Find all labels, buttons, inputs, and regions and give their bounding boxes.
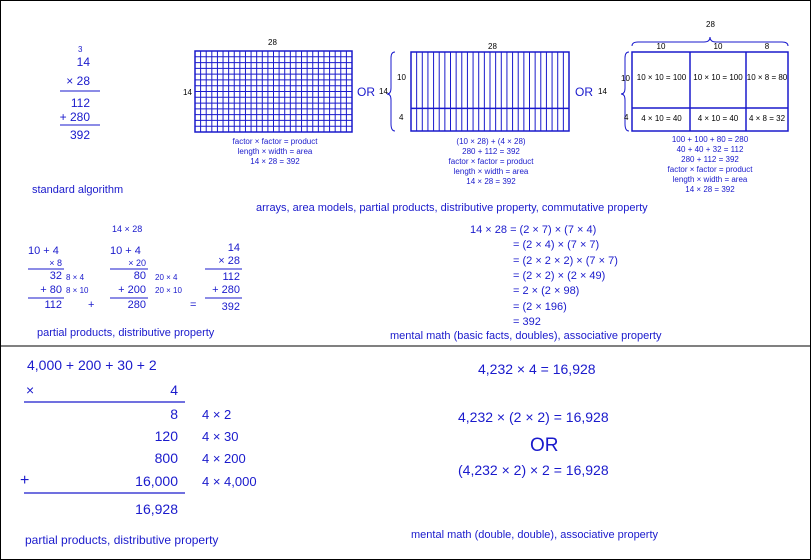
grid1-side-label: 14 xyxy=(183,88,192,97)
big-mental-line-2: 4,232 × (2 × 2) = 16,928 xyxy=(458,409,609,425)
area-cell: 4 × 10 = 40 xyxy=(641,114,682,123)
area-cell: 10 × 10 = 100 xyxy=(693,73,743,82)
area-cell: 10 × 8 = 80 xyxy=(746,73,788,82)
big-pp-note: 4 × 4,000 xyxy=(202,474,257,489)
grid1-top-label: 28 xyxy=(268,38,277,47)
grid2-note: (10 × 28) + (4 × 28) xyxy=(456,137,526,146)
mental-line: = 2 × (2 × 98) xyxy=(513,285,580,297)
mental-line: = (2 × 196) xyxy=(513,301,567,313)
arrays-caption: arrays, area models, partial products, distributive property, commutative property xyxy=(256,202,648,214)
mental-line: = (2 × 4) × (7 × 7) xyxy=(513,239,600,251)
pp-equals: = xyxy=(190,299,197,311)
pp-header: 14 × 28 xyxy=(112,224,143,234)
area-cell: 4 × 8 = 32 xyxy=(748,114,786,123)
pp-c-p1: 112 xyxy=(222,271,240,283)
pp-b-p1-note: 20 × 4 xyxy=(155,273,178,282)
pp-c-total: 392 xyxy=(221,301,240,313)
big-pp-note: 4 × 30 xyxy=(202,429,239,444)
area-col-label: 10 xyxy=(656,42,666,51)
grid2-side-label: 14 xyxy=(379,87,388,96)
grid2-note: factor × factor = product xyxy=(448,157,534,166)
big-pp-mult: 4 xyxy=(170,382,178,398)
pp-c-mult: × 28 xyxy=(218,255,240,267)
big-pp-row: 800 xyxy=(154,450,178,466)
area-row-label: 4 xyxy=(624,113,629,122)
pp-a-total: 112 xyxy=(44,299,62,311)
mental-line: 14 × 28 = (2 × 7) × (7 × 4) xyxy=(470,224,597,236)
std-total: 392 xyxy=(69,128,90,142)
pp-caption: partial products, distributive property xyxy=(37,327,215,339)
std-multiplier: × 28 xyxy=(66,74,90,88)
area-note: length × width = area xyxy=(672,175,748,184)
grid2-brace-4: 4 xyxy=(399,113,404,122)
or-label-2: OR xyxy=(575,85,593,99)
area-cell: 4 × 10 = 40 xyxy=(697,114,739,123)
big-pp-total: 16,928 xyxy=(135,501,178,517)
std-partial-1: 112 xyxy=(70,96,90,110)
grid-14-by-28 xyxy=(195,51,352,132)
or-label-1: OR xyxy=(357,85,375,99)
area-col-label: 8 xyxy=(764,42,770,51)
grid-split-10-and-4 xyxy=(411,52,569,131)
area-note: 40 + 40 + 32 = 112 xyxy=(676,145,744,154)
pp-a-p1: 32 xyxy=(49,270,62,282)
area-note: 280 + 112 = 392 xyxy=(681,155,739,164)
big-pp-note: 4 × 2 xyxy=(202,407,232,422)
big-pp-caption: partial products, distributive property xyxy=(25,533,219,547)
area-row-label: 10 xyxy=(621,74,630,83)
big-pp-row: 8 xyxy=(170,406,178,422)
pp-b-p2: + 200 xyxy=(118,284,146,296)
pp-a-p2: + 80 xyxy=(40,284,62,296)
grid2-note: 280 + 112 = 392 xyxy=(462,147,520,156)
pp-b-p2-note: 20 × 10 xyxy=(155,286,182,295)
big-mental-line-3: (4,232 × 2) × 2 = 16,928 xyxy=(458,462,609,478)
area-note: factor × factor = product xyxy=(667,165,753,174)
std-top-factor: 14 xyxy=(76,55,90,69)
area-cell: 10 × 10 = 100 xyxy=(636,73,687,82)
mental-line: = 392 xyxy=(513,316,541,328)
mental-line: = (2 × 2 × 2) × (7 × 7) xyxy=(513,255,618,267)
pp-b-mult: × 20 xyxy=(128,258,146,268)
std-carry: 3 xyxy=(78,45,83,54)
std-caption: standard algorithm xyxy=(32,184,124,196)
area-side-label: 14 xyxy=(598,87,607,96)
grid1-note: factor × factor = product xyxy=(232,137,318,146)
area-col-label: 10 xyxy=(713,42,723,51)
grid2-top-label: 28 xyxy=(488,42,497,51)
pp-b-p1: 80 xyxy=(133,270,146,282)
big-mental-or: OR xyxy=(530,435,559,456)
grid2-note: length × width = area xyxy=(453,167,529,176)
mental-line: = (2 × 2) × (2 × 49) xyxy=(513,270,606,282)
grid2-side-brace xyxy=(387,52,395,131)
big-pp-note: 4 × 200 xyxy=(202,451,246,466)
big-pp-top: 4,000 + 200 + 30 + 2 xyxy=(27,357,157,373)
big-pp-plus: + xyxy=(20,472,30,489)
big-pp-row: 16,000 xyxy=(135,473,178,489)
grid1-note: 14 × 28 = 392 xyxy=(250,157,300,166)
grid2-note: 14 × 28 = 392 xyxy=(466,177,516,186)
std-partial-2: + 280 xyxy=(59,110,90,124)
pp-c-top: 14 xyxy=(227,242,240,254)
grid1-note: length × width = area xyxy=(237,147,313,156)
big-mental-line-1: 4,232 × 4 = 16,928 xyxy=(478,361,596,377)
big-pp-mult-sign: × xyxy=(26,382,35,398)
grid2-brace-10: 10 xyxy=(397,73,406,82)
pp-c-p2: + 280 xyxy=(212,284,240,296)
pp-a-p2-note: 8 × 10 xyxy=(66,286,89,295)
pp-a-top: 10 + 4 xyxy=(28,245,59,257)
pp-plus: + xyxy=(88,299,95,311)
pp-b-total: 280 xyxy=(127,299,146,311)
area-note: 14 × 28 = 392 xyxy=(685,185,735,194)
mental-caption: mental math (basic facts, doubles), associative property xyxy=(390,330,662,342)
big-pp-row: 120 xyxy=(154,428,178,444)
big-mental-caption: mental math (double, double), associative property xyxy=(411,529,659,541)
area-note: 100 + 100 + 80 = 280 xyxy=(671,135,749,144)
pp-a-mult: × 8 xyxy=(49,258,62,268)
area-top-label: 28 xyxy=(706,20,715,29)
pp-a-p1-note: 8 × 4 xyxy=(66,273,85,282)
pp-b-top: 10 + 4 xyxy=(110,245,141,257)
